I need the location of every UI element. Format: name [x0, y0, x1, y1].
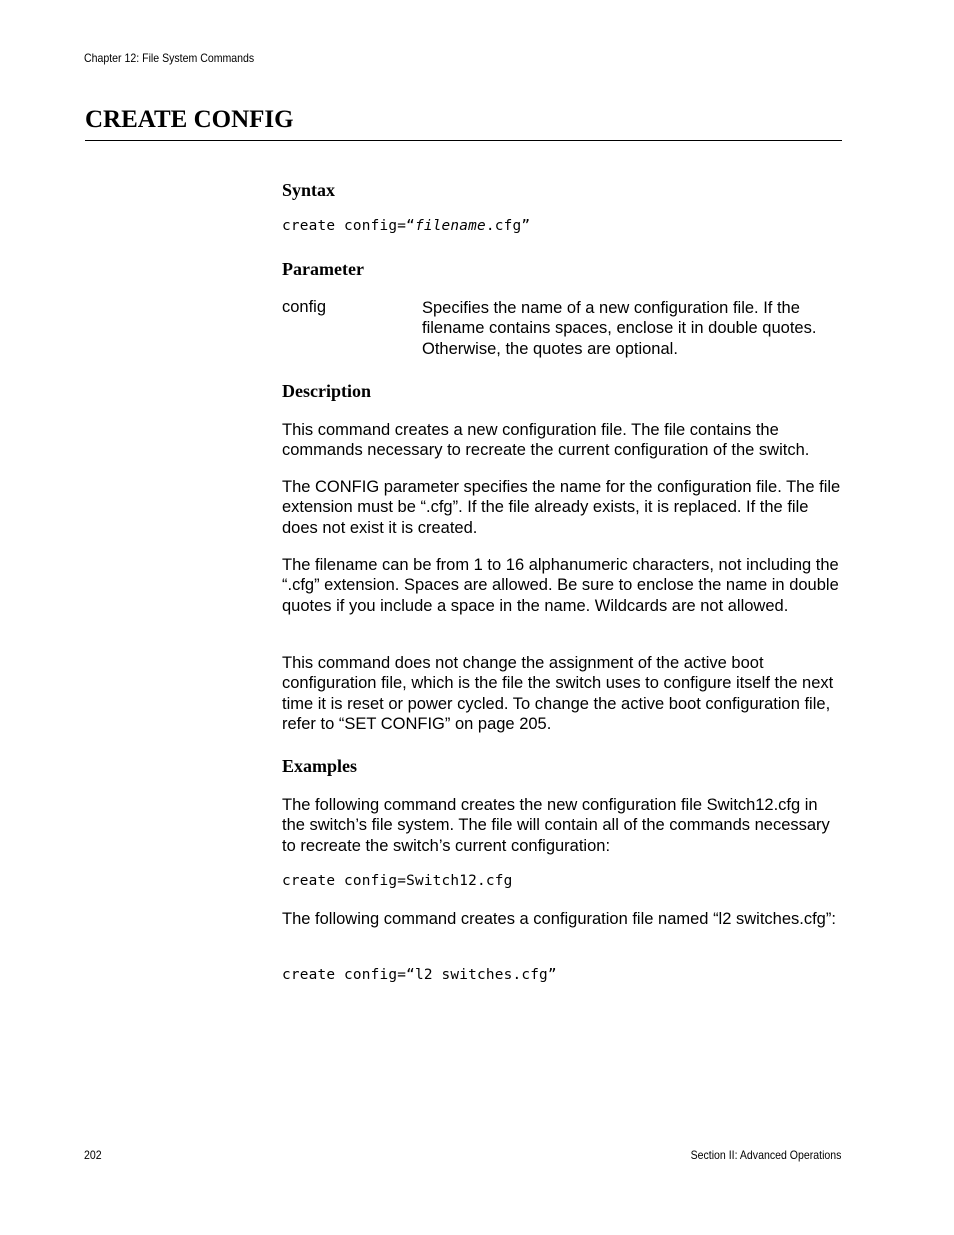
description-paragraph-3: The filename can be from 1 to 16 alphanumeric characters, not including the “.cfg” extension. Spaces are allowed. Be sure to enclose the name in double quotes if you include a space in the name. Wildcards are not allowed.	[282, 556, 839, 615]
examples-heading: Examples	[282, 756, 358, 776]
example-1-code: create config=Switch12.cfg	[282, 873, 513, 889]
example-2-code: create config=“l2 switches.cfg”	[282, 967, 557, 983]
syntax-heading: Syntax	[282, 180, 336, 200]
page-title: CREATE CONFIG	[85, 106, 294, 133]
syntax-variable: filename	[414, 218, 486, 234]
description-paragraph-4: This command does not change the assignment of the active boot configuration file, which is the file the switch uses to configure itself the next time it is reset or power cycled. To change the active boot configuration file, refer to “SET CONFIG” on page 205.	[282, 654, 834, 734]
title-rule	[85, 140, 842, 141]
parameter-heading: Parameter	[282, 259, 364, 279]
syntax-code	[282, 218, 842, 234]
parameter-description: Specifies the name of a new configuration file. If the filename contains spaces, enclose it in double quotes. Otherwise, the quotes are optional.	[422, 299, 817, 358]
example-2-text: The following command creates a configuration file named “l2 switches.cfg”:	[282, 910, 836, 928]
parameter-name: config	[282, 298, 327, 316]
description-paragraph-2: The CONFIG parameter specifies the name for the configuration file. The file extension must be “.cfg”. If the file already exists, it is replaced. If the file does not exist it is created.	[282, 478, 841, 537]
footer-section: Section II: Advanced Operations	[690, 1148, 841, 1162]
description-paragraph-1: This command creates a new configuration file. The file contains the commands necessary to recreate the current configuration of the switch.	[282, 421, 810, 460]
page-number: 202	[84, 1148, 102, 1162]
example-1-text: The following command creates the new configuration file Switch12.cfg in the switch’s file system. The file will contain all of the commands necessary to recreate the switch’s current configuration:	[282, 796, 830, 855]
syntax-prefix: create config=“	[282, 218, 415, 234]
syntax-suffix: .cfg”	[485, 218, 531, 234]
description-heading: Description	[282, 381, 371, 401]
running-header: Chapter 12: File System Commands	[84, 51, 255, 65]
